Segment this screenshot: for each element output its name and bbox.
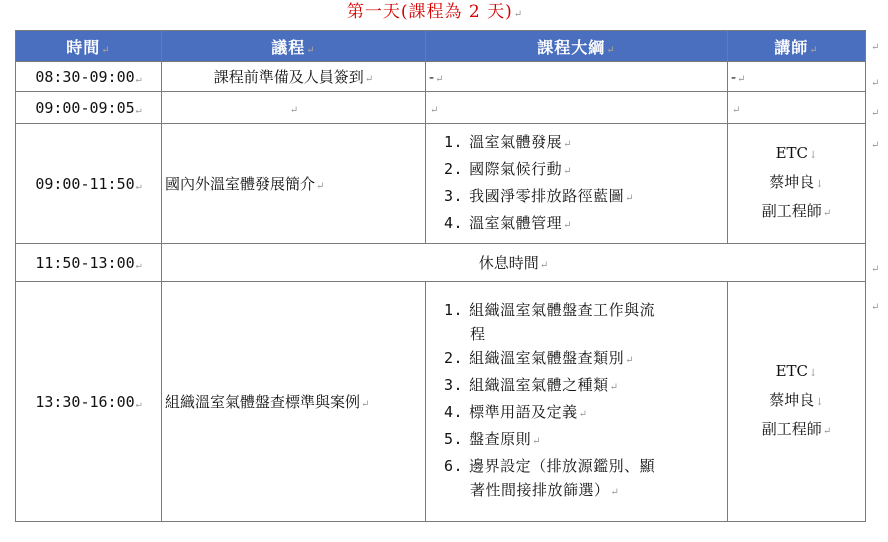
list-item: 5. 盤查原則↵ [444, 430, 541, 448]
instructor-cell [728, 124, 866, 244]
instructor-cell: ↵ [728, 92, 866, 124]
outline-cell [426, 124, 728, 244]
header-outline: 課程大綱↵ [426, 31, 728, 62]
header-time: 時間↵ [16, 31, 162, 62]
break-cell: 休息時間↵ [162, 244, 866, 282]
header-row [16, 31, 866, 62]
instructor-org: ETC↓ [775, 144, 818, 162]
instructor-cell: -↵ [728, 62, 866, 92]
table-row [16, 124, 866, 244]
topic-cell: 組織溫室氣體盤查標準與案例↵ [162, 282, 426, 522]
list-item: 6. 邊界設定（排放源鑑別、顯 著性間接排放篩選）↵ [444, 454, 721, 505]
list-item: 3. 我國淨零排放路徑藍圖↵ [444, 186, 634, 205]
list-item-continuation: 著性間接排放篩選）↵ [470, 481, 620, 499]
list-item-continuation: 程 [470, 325, 486, 343]
time-cell: 13:30-16:00↵ [16, 282, 162, 522]
list-item: 4. 標準用語及定義↵ [444, 403, 588, 421]
topic-cell: 課程前準備及人員簽到↵ [162, 62, 426, 92]
header-topic: 議程↵ [162, 31, 426, 62]
document-title [0, 2, 870, 25]
list-item: 1. 溫室氣體發展↵ [444, 132, 572, 151]
outline-cell: ↵ [426, 92, 728, 124]
row-end-mark: ↵ [871, 264, 880, 275]
instructor-title: 副工程師↵ [761, 420, 832, 438]
instructor-name: 蔡坤良↓ [769, 173, 824, 191]
list-item: 2. 國際氣候行動↵ [444, 159, 572, 178]
table-row [16, 244, 866, 282]
outline-cell: -↵ [426, 62, 728, 92]
list-item: 1. 組織溫室氣體盤查工作與流 程 [444, 298, 721, 346]
row-end-mark: ↵ [871, 140, 880, 151]
instructor-cell [728, 282, 866, 522]
list-item: 4. 溫室氣體管理↵ [444, 213, 572, 232]
table-row [16, 92, 866, 124]
topic-cell: ↵ [162, 92, 426, 124]
outline-list [426, 294, 727, 509]
time-cell: 11:50-13:00↵ [16, 244, 162, 282]
row-end-mark: ↵ [871, 302, 880, 313]
list-item: 3. 組織溫室氣體之種類↵ [444, 376, 619, 394]
schedule-table [15, 30, 866, 522]
instructor-title: 副工程師↵ [761, 202, 832, 220]
title-text: 第一天(課程為 2 天) [346, 2, 513, 22]
topic-cell: 國內外溫室體發展簡介↵ [162, 124, 426, 244]
instructor-org: ETC↓ [775, 362, 818, 380]
table-row [16, 62, 866, 92]
list-item: 2. 組織溫室氣體盤查類別↵ [444, 349, 634, 367]
header-instructor: 講師↵ [728, 31, 866, 62]
time-cell: 08:30-09:00↵ [16, 62, 162, 92]
time-cell: 09:00-11:50↵ [16, 124, 162, 244]
row-end-mark: ↵ [871, 108, 880, 119]
table-row [16, 282, 866, 522]
row-end-mark: ↵ [871, 42, 880, 53]
paragraph-mark: ↵ [513, 9, 524, 20]
instructor-name: 蔡坤良↓ [769, 391, 824, 409]
row-end-mark: ↵ [871, 78, 880, 89]
outline-list [426, 126, 727, 242]
outline-cell [426, 282, 728, 522]
time-cell: 09:00-09:05↵ [16, 92, 162, 124]
